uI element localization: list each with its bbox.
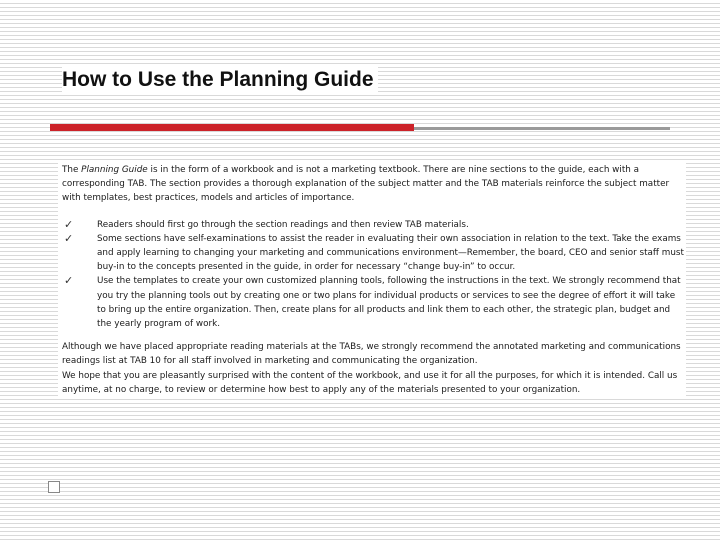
guide-name-emphasis: Planning Guide [81,165,148,175]
checklist-item [58,218,686,232]
intro-paragraph [58,163,686,206]
content-body [58,163,686,397]
intro-prefix: The [62,165,82,175]
check-icon: ✓ [64,217,74,231]
title-divider-line [414,127,670,130]
page-title: How to Use the Planning Guide [62,66,378,94]
checklist-item-text: Use the templates to create your own customized planning tools, following the instructions in the text. We strongly recommend that you try the planning tools out by creating one or two plans for individual products or services to see the degree of effort it will take to bring up the entire organization. Then, create plans for all products and link them to each other, the strategic plan, budget and the yearly program of work. [97,276,681,330]
title-accent-bar [50,124,414,131]
check-icon: ✓ [64,274,74,288]
intro-text: is in the form of a workbook and is not a marketing textbook. There are nine sections to the guide, each with a corresponding TAB. The section provides a thorough explanation of the subject matter and the TAB materials reinforce the subject matter with templates, best practices, models and articles of importance. [62,165,670,204]
closing-paragraph-contact: We hope that you are pleasantly surprised with the content of the workbook, and use it for all the purposes, for which it is intended. Call us anytime, at no charge, to review or determine how best to apply any of the materials presented to your organization. [62,370,678,395]
checklist-item [58,232,686,275]
spacer [58,331,686,340]
instruction-checklist [58,218,686,332]
checklist-item [58,274,686,331]
checklist-item-text: Readers should first go through the section readings and then review TAB materials. [97,219,469,230]
spacer [58,206,686,218]
checklist-item-text: Some sections have self-examinations to assist the reader in evaluating their own association in relation to the text. Take the exams and apply learning to changing your marketing and communications environment—Remember, the board, CEO and senior staff must buy-in to the concepts presented in the guide, in order for necessary “change buy-in” to occur. [97,233,684,273]
closing-paragraph-reading-list: Although we have placed appropriate reading materials at the TABs, we strongly recommend the annotated marketing and communications readings list at TAB 10 for all staff involved in marketing and communicating the organization. [62,342,681,367]
corner-square-decoration [48,481,60,493]
check-icon: ✓ [64,231,74,245]
